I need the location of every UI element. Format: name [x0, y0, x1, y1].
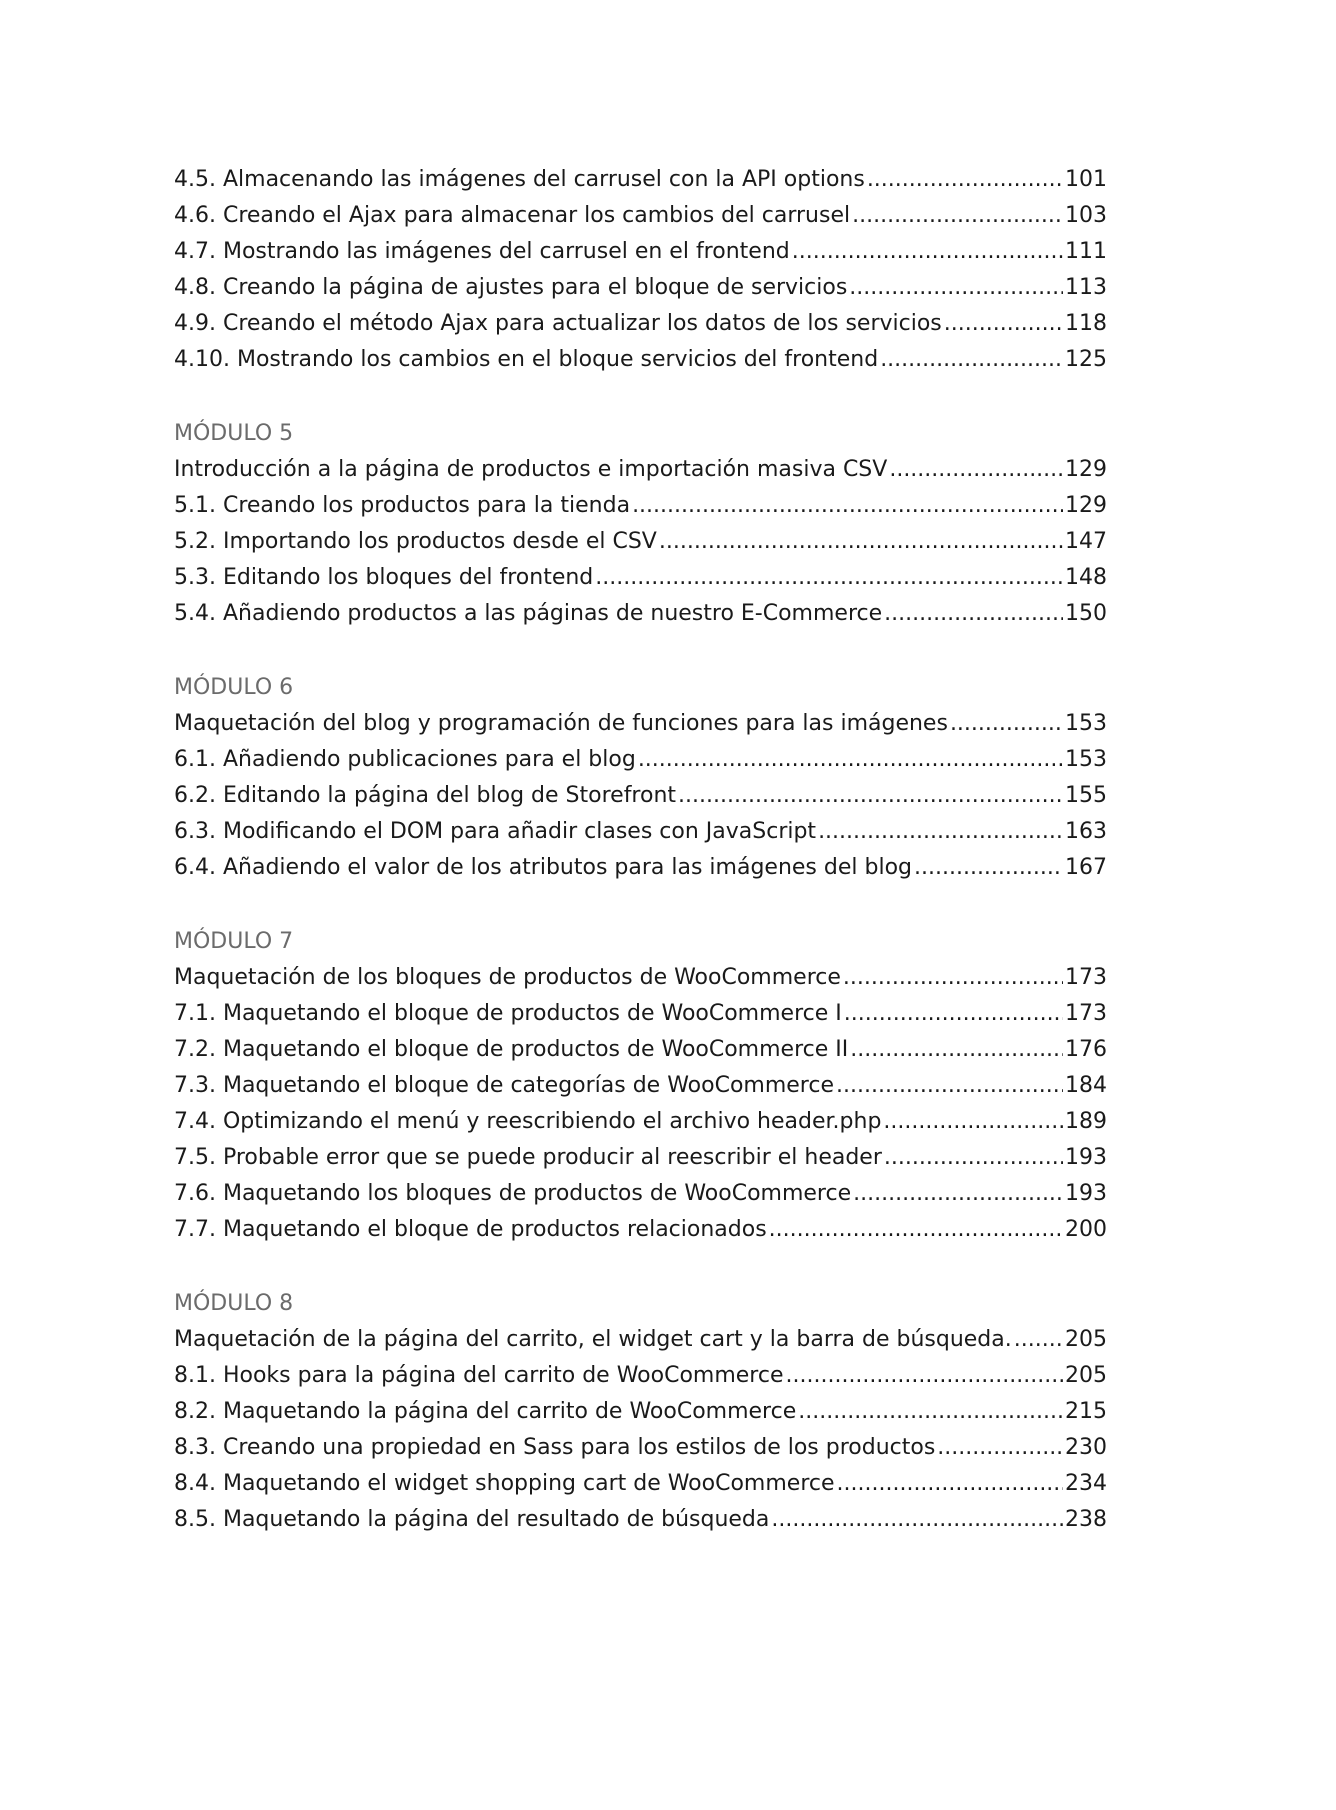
dot-leader — [883, 1104, 1063, 1140]
dot-leader — [659, 524, 1063, 560]
toc-entry-title: Maquetación del blog y programación de funciones para las imágenes — [174, 711, 948, 736]
toc-entry — [174, 1104, 1107, 1140]
toc-entry-title: 7.5. Probable error que se puede producir al reescribir el header — [174, 1145, 882, 1170]
dot-leader — [853, 1176, 1063, 1212]
toc-entry — [174, 1176, 1107, 1212]
dot-leader — [769, 1212, 1063, 1248]
module-8 — [174, 1286, 1107, 1538]
toc-entry-page: 234 — [1065, 1471, 1107, 1496]
dot-leader — [950, 706, 1063, 742]
dot-leader — [937, 1430, 1063, 1466]
toc-entry — [174, 524, 1107, 560]
toc-entry-title: 4.9. Creando el método Ajax para actualizar los datos de los servicios — [174, 311, 942, 336]
toc-entry-page: 129 — [1065, 457, 1107, 482]
toc-entry — [174, 1502, 1107, 1538]
toc-entry-title: 7.7. Maquetando el bloque de productos relacionados — [174, 1217, 767, 1242]
toc-entry-title: 5.1. Creando los productos para la tienda — [174, 493, 631, 518]
toc-entry-title: 4.6. Creando el Ajax para almacenar los cambios del carrusel — [174, 203, 851, 228]
table-of-contents — [174, 162, 1107, 1538]
toc-entry-page: 111 — [1065, 239, 1107, 264]
dot-leader — [786, 1358, 1064, 1394]
dot-leader — [914, 850, 1063, 886]
dot-leader — [849, 270, 1063, 306]
toc-entry-title: 8.3. Creando una propiedad en Sass para los estilos de los productos — [174, 1435, 936, 1460]
toc-entry — [174, 1394, 1107, 1430]
dot-leader — [844, 996, 1063, 1032]
toc-entry-title: 7.2. Maquetando el bloque de productos de WooCommerce II — [174, 1037, 849, 1062]
toc-entry-page: 173 — [1065, 1001, 1107, 1026]
dot-leader — [1014, 1322, 1063, 1358]
toc-entry-page: 148 — [1065, 565, 1107, 590]
toc-entry — [174, 706, 1107, 742]
toc-entry — [174, 488, 1107, 524]
toc-entry — [174, 1140, 1107, 1176]
dot-leader — [867, 162, 1063, 198]
toc-entry-page: 193 — [1065, 1145, 1107, 1170]
dot-leader — [638, 742, 1063, 778]
module-heading: MÓDULO 7 — [174, 929, 294, 954]
toc-entry-title: 8.5. Maquetando la página del resultado de búsqueda — [174, 1507, 770, 1532]
toc-entry-page: 129 — [1065, 493, 1107, 518]
toc-entry-page: 113 — [1065, 275, 1107, 300]
module-heading: MÓDULO 8 — [174, 1291, 294, 1316]
toc-entry-title: 6.4. Añadiendo el valor de los atributos para las imágenes del blog — [174, 855, 912, 880]
toc-entry-title: 5.4. Añadiendo productos a las páginas de nuestro E-Commerce — [174, 601, 883, 626]
toc-entry-page: 125 — [1065, 347, 1107, 372]
toc-entry-page: 101 — [1065, 167, 1107, 192]
module-heading: MÓDULO 6 — [174, 675, 294, 700]
toc-entry-title: 6.3. Modificando el DOM para añadir clases con JavaScript — [174, 819, 817, 844]
toc-entry-page: 153 — [1065, 747, 1107, 772]
toc-entry-page: 153 — [1065, 711, 1107, 736]
dot-leader — [818, 814, 1063, 850]
toc-entry-page: 205 — [1065, 1327, 1107, 1352]
toc-entry-title: 7.1. Maquetando el bloque de productos de WooCommerce I — [174, 1001, 842, 1026]
toc-entry — [174, 452, 1107, 488]
toc-entry-title: 7.3. Maquetando el bloque de categorías de WooCommerce — [174, 1073, 834, 1098]
toc-entry-title: 4.7. Mostrando las imágenes del carrusel en el frontend — [174, 239, 790, 264]
toc-entry — [174, 306, 1107, 342]
toc-entry — [174, 162, 1107, 198]
toc-entry — [174, 596, 1107, 632]
toc-entry-page: 205 — [1065, 1363, 1107, 1388]
dot-leader — [632, 488, 1063, 524]
toc-entry-page: 147 — [1065, 529, 1107, 554]
toc-entry-title: 4.8. Creando la página de ajustes para el bloque de servicios — [174, 275, 848, 300]
dot-leader — [852, 198, 1063, 234]
dot-leader — [889, 452, 1063, 488]
dot-leader — [792, 234, 1063, 270]
toc-entry-page: 184 — [1065, 1073, 1107, 1098]
module-6 — [174, 670, 1107, 886]
toc-entry-title: 8.2. Maquetando la página del carrito de WooCommerce — [174, 1399, 797, 1424]
toc-entry-page: 150 — [1065, 601, 1107, 626]
dot-leader — [850, 1032, 1063, 1068]
toc-entry — [174, 742, 1107, 778]
dot-leader — [843, 960, 1063, 996]
toc-entry-page: 103 — [1065, 203, 1107, 228]
toc-entry-title: 4.5. Almacenando las imágenes del carrusel con la API options — [174, 167, 865, 192]
dot-leader — [678, 778, 1063, 814]
toc-entry — [174, 270, 1107, 306]
toc-entry-title: 6.1. Añadiendo publicaciones para el blog — [174, 747, 636, 772]
module-7 — [174, 924, 1107, 1248]
toc-entry — [174, 1358, 1107, 1394]
toc-entry — [174, 234, 1107, 270]
toc-entry — [174, 960, 1107, 996]
dot-leader — [798, 1394, 1063, 1430]
toc-entry-title: 8.4. Maquetando el widget shopping cart de WooCommerce — [174, 1471, 835, 1496]
toc-entry — [174, 1466, 1107, 1502]
toc-entry — [174, 778, 1107, 814]
dot-leader — [944, 306, 1063, 342]
toc-entry-page: 167 — [1065, 855, 1107, 880]
toc-entry-title: 8.1. Hooks para la página del carrito de WooCommerce — [174, 1363, 784, 1388]
toc-entry-page: 200 — [1065, 1217, 1107, 1242]
toc-entry — [174, 342, 1107, 378]
dot-leader — [884, 1140, 1063, 1176]
toc-entry-title: Introducción a la página de productos e importación masiva CSV — [174, 457, 888, 482]
dot-leader — [884, 596, 1063, 632]
toc-entry-title: 6.2. Editando la página del blog de Storefront — [174, 783, 677, 808]
toc-entry-title: 7.6. Maquetando los bloques de productos de WooCommerce — [174, 1181, 852, 1206]
toc-entry — [174, 198, 1107, 234]
toc-entry — [174, 1322, 1107, 1358]
toc-entry-page: 118 — [1065, 311, 1107, 336]
toc-entry — [174, 560, 1107, 596]
toc-entry-page: 176 — [1065, 1037, 1107, 1062]
toc-entry-title: 5.3. Editando los bloques del frontend — [174, 565, 594, 590]
leading-entries — [174, 162, 1107, 378]
toc-entry — [174, 814, 1107, 850]
toc-entry — [174, 996, 1107, 1032]
toc-entry — [174, 1032, 1107, 1068]
toc-entry-title: 5.2. Importando los productos desde el CSV — [174, 529, 657, 554]
dot-leader — [880, 342, 1063, 378]
toc-entry-title: 4.10. Mostrando los cambios en el bloque servicios del frontend — [174, 347, 879, 372]
toc-entry-page: 230 — [1065, 1435, 1107, 1460]
toc-entry — [174, 1068, 1107, 1104]
toc-entry-title: 7.4. Optimizando el menú y reescribiendo el archivo header.php — [174, 1109, 882, 1134]
dot-leader — [836, 1068, 1063, 1104]
toc-entry-page: 155 — [1065, 783, 1107, 808]
toc-entry — [174, 1212, 1107, 1248]
module-5 — [174, 416, 1107, 632]
dot-leader — [837, 1466, 1063, 1502]
dot-leader — [771, 1502, 1063, 1538]
toc-entry-page: 193 — [1065, 1181, 1107, 1206]
toc-entry-page: 163 — [1065, 819, 1107, 844]
toc-entry-page: 215 — [1065, 1399, 1107, 1424]
toc-entry-page: 189 — [1065, 1109, 1107, 1134]
toc-entry — [174, 850, 1107, 886]
module-heading: MÓDULO 5 — [174, 421, 294, 446]
toc-entry-page: 238 — [1065, 1507, 1107, 1532]
toc-entry-title: Maquetación de los bloques de productos de WooCommerce — [174, 965, 841, 990]
toc-entry — [174, 1430, 1107, 1466]
toc-entry-title: Maquetación de la página del carrito, el widget cart y la barra de búsqueda. — [174, 1327, 1012, 1352]
toc-entry-page: 173 — [1065, 965, 1107, 990]
dot-leader — [595, 560, 1063, 596]
